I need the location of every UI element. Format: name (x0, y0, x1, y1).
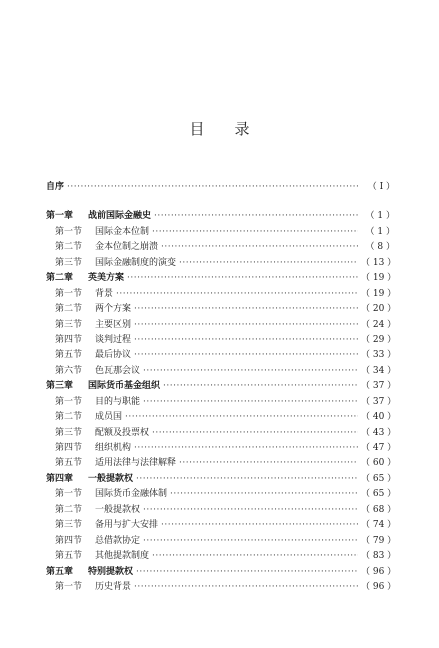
toc-entry-chapter[interactable] (46, 379, 395, 394)
toc-entry-title: 国际货币基金组织 (88, 381, 161, 392)
toc-entry-section[interactable] (46, 333, 395, 348)
toc-page-number: （ 68 ） (361, 504, 397, 515)
leader-dots (143, 395, 358, 410)
section-number: 第三节 (55, 257, 83, 268)
leader-dots (134, 580, 358, 595)
toc-entry-preface[interactable] (46, 180, 395, 195)
toc-page-number: （ Ⅰ ） (367, 182, 395, 192)
toc-entry-title: 国际货币金融体制 (95, 489, 168, 500)
toc-entry-title: 备用与扩大安排 (95, 520, 159, 531)
toc-entry-section[interactable] (46, 287, 395, 302)
toc-entry-title: 目的与职能 (95, 396, 141, 407)
toc-entry-title: 国际金本位制 (95, 226, 150, 237)
toc-page-number: （ 74 ） (361, 520, 397, 531)
toc-entry-section[interactable] (46, 395, 395, 410)
section-number: 第四节 (55, 443, 83, 453)
leader-dots (143, 534, 358, 549)
toc-entry-section[interactable] (46, 318, 395, 333)
toc-page-number: （ 40 ） (361, 412, 397, 423)
leader-dots (152, 549, 358, 564)
toc-entry-title: 最后协议 (95, 350, 132, 361)
leader-dots (134, 333, 358, 348)
toc-entry-section[interactable] (46, 364, 395, 379)
toc-entry-section[interactable] (46, 225, 395, 240)
toc-entry-title: 战前国际金融史 (88, 211, 152, 222)
leader-dots (136, 472, 358, 487)
leader-dots (161, 518, 358, 533)
page-title (0, 118, 439, 139)
title-char-2: 录 (234, 120, 250, 138)
toc-entry-title: 适用法律与法律解释 (95, 458, 177, 469)
leader-dots (152, 225, 358, 240)
leader-dots (152, 426, 358, 441)
title-char-1: 目 (189, 120, 205, 138)
leader-dots (134, 348, 358, 363)
toc-entry-section[interactable] (46, 518, 395, 533)
toc-entry-chapter[interactable] (46, 565, 395, 580)
toc-entry-section[interactable] (46, 426, 395, 441)
section-number: 第二节 (55, 504, 83, 515)
leader-dots (134, 318, 358, 333)
toc-page-number: （ 29 ） (361, 334, 397, 345)
toc-entry-section[interactable] (46, 441, 395, 456)
toc-entry-section[interactable] (46, 256, 395, 271)
chapter-number: 第二章 (46, 273, 74, 284)
toc-entry-section[interactable] (46, 580, 395, 595)
toc-entry-title: 两个方案 (95, 304, 132, 315)
toc-entry-title: 配额及投票权 (95, 427, 150, 438)
toc-entry-section[interactable] (46, 348, 395, 363)
toc-entry-title: 总借款协定 (95, 535, 141, 546)
leader-dots (116, 287, 358, 302)
toc-entry-section[interactable] (46, 302, 395, 317)
toc-page-number: （ 60 ） (361, 458, 397, 469)
toc-entry-section[interactable] (46, 503, 395, 518)
leader-dots (170, 487, 358, 502)
toc-entry-chapter[interactable] (46, 472, 395, 487)
toc-page-number: （ 13 ） (361, 257, 397, 268)
toc-page-number: （ 37 ） (361, 381, 397, 392)
section-number: 第五节 (55, 458, 83, 469)
section-number: 第一节 (55, 396, 83, 407)
section-number: 第四节 (55, 535, 83, 546)
section-number: 第二节 (55, 242, 83, 253)
section-number: 第四节 (55, 334, 83, 345)
toc-page-number: （ 65 ） (361, 489, 397, 500)
toc-entry-title: 成员国 (95, 412, 123, 423)
toc-page-number: （ 79 ） (361, 535, 397, 546)
toc-entry-section[interactable] (46, 410, 395, 425)
toc-entry-title: 金本位制之崩溃 (95, 242, 159, 253)
toc-entry-title: 特别提款权 (88, 566, 134, 577)
section-number: 第三节 (55, 520, 83, 531)
section-number: 第一节 (55, 581, 83, 592)
toc-page-number: （ 65 ） (361, 473, 397, 484)
toc-page-number: （ 47 ） (361, 443, 397, 453)
section-number: 第五节 (55, 551, 83, 562)
section-number: 第一节 (55, 288, 83, 299)
toc-page-number: （ 33 ） (361, 350, 397, 361)
toc-entry-title: 国际金融制度的演变 (95, 257, 177, 268)
section-number: 第一节 (55, 226, 83, 237)
toc-entry-title: 谈判过程 (95, 334, 132, 345)
toc-page-number: （ 34 ） (361, 365, 397, 376)
leader-dots (125, 410, 358, 425)
toc-entry-title: 历史背景 (95, 581, 132, 592)
toc-page-number: （ 19 ） (361, 273, 397, 284)
toc-page-number: （ 83 ） (361, 551, 397, 562)
toc-entry-title: 组织机构 (95, 443, 132, 453)
toc-entry-section[interactable] (46, 534, 395, 549)
toc-page-number: （ 37 ） (361, 396, 397, 407)
section-number: 第二节 (55, 304, 83, 315)
toc-page-number: （ 24 ） (361, 319, 397, 330)
leader-dots (143, 503, 358, 518)
toc-entry-section[interactable] (46, 487, 395, 502)
leader-dots (136, 565, 358, 580)
toc-page-number: （ 1 ） (365, 211, 395, 222)
toc-entry-title: 主要区别 (95, 319, 132, 330)
toc-entry-title: 其他提款制度 (95, 551, 150, 562)
leader-dots (154, 209, 358, 224)
chapter-number: 第五章 (46, 566, 74, 577)
toc-entry-title: 背景 (95, 288, 114, 299)
table-of-contents (46, 180, 395, 595)
leader-dots (163, 379, 358, 394)
toc-entry-section[interactable] (46, 549, 395, 564)
toc-entry-section[interactable] (46, 240, 395, 255)
toc-page-number: （ 43 ） (361, 427, 397, 438)
leader-dots (179, 456, 358, 471)
toc-page-number: （ 1 ） (365, 226, 395, 237)
toc-page-number: （ 96 ） (361, 581, 397, 592)
toc-page-number: （ 96 ） (361, 566, 397, 577)
chapter-number: 第四章 (46, 473, 74, 484)
leader-dots (161, 240, 358, 255)
toc-entry-title: 自序 (46, 182, 65, 192)
toc-entry-section[interactable] (46, 456, 395, 471)
toc-entry-title: 一般提款权 (95, 504, 141, 515)
leader-dots (127, 271, 358, 286)
section-number: 第三节 (55, 319, 83, 330)
toc-page-number: （ 20 ） (361, 304, 397, 315)
toc-entry-title: 一般提款权 (88, 473, 134, 484)
section-number: 第二节 (55, 412, 83, 423)
chapter-number: 第三章 (46, 381, 74, 392)
toc-entry-title: 英美方案 (88, 273, 125, 284)
leader-dots (143, 364, 358, 379)
section-number: 第三节 (55, 427, 83, 438)
section-number: 第五节 (55, 350, 83, 361)
toc-entry-chapter[interactable] (46, 209, 395, 224)
toc-entry-chapter[interactable] (46, 271, 395, 286)
leader-dots (134, 302, 358, 317)
section-number: 第一节 (55, 489, 83, 500)
chapter-number: 第一章 (46, 211, 74, 222)
toc-page-number: （ 8 ） (365, 242, 395, 253)
toc-page-number: （ 19 ） (361, 288, 397, 299)
leader-dots (134, 441, 358, 456)
section-number: 第六节 (55, 365, 83, 376)
leader-dots (179, 256, 358, 271)
leader-dots (67, 180, 358, 195)
toc-entry-title: 色瓦那会议 (95, 365, 141, 376)
